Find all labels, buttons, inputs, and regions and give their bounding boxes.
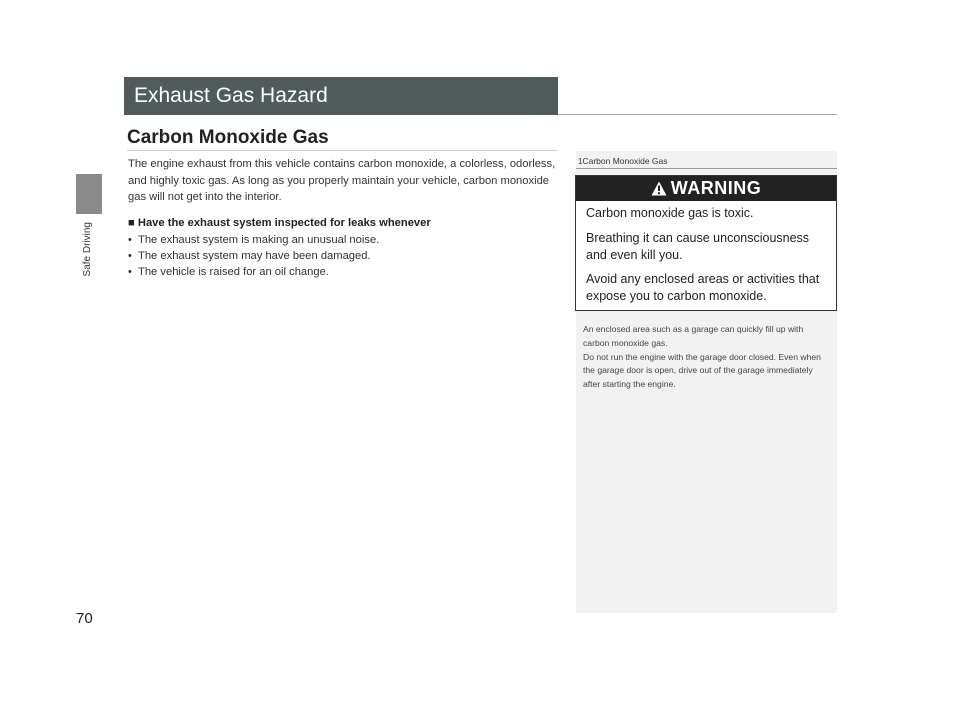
inspection-subheading: ■ Have the exhaust system inspected for leaks whenever	[128, 217, 431, 229]
warning-line: Breathing it can cause unconsciousness and even kill you.	[586, 231, 810, 262]
list-item: • The exhaust system may have been damaged.	[128, 248, 379, 264]
section-title: Carbon Monoxide Gas	[127, 127, 329, 148]
warning-line: Carbon monoxide gas is toxic.	[586, 206, 754, 220]
title-divider	[558, 114, 837, 115]
chapter-label: Safe Driving	[82, 222, 93, 277]
sidebar-title-text: Carbon Monoxide Gas	[582, 156, 668, 166]
warning-header	[576, 176, 836, 201]
sidebar-title	[578, 156, 668, 166]
section-divider	[127, 150, 558, 151]
sidebar-divider	[576, 168, 837, 169]
page-title: Exhaust Gas Hazard	[134, 84, 328, 107]
warning-triangle-icon	[651, 181, 667, 196]
sidebar-ref-number: 1	[578, 157, 583, 166]
sidebar-note	[583, 323, 828, 392]
chapter-tab	[76, 174, 102, 214]
warning-line: Avoid any enclosed areas or activities that expose you to carbon monoxide.	[586, 272, 820, 303]
intro-paragraph: The engine exhaust from this vehicle contains carbon monoxide, a colorless, odorless, and highly toxic gas. As long as you properly maintain your vehicle, carbon monoxide gas will not get into the interior.	[128, 158, 556, 203]
warning-box	[575, 175, 837, 311]
page-number: 70	[76, 610, 93, 627]
warning-label: WARNING	[670, 178, 762, 198]
list-item: • The vehicle is raised for an oil change.	[128, 264, 379, 280]
page-title-bar	[124, 77, 558, 115]
inspection-list	[128, 232, 379, 280]
sidebar-note-paragraph: An enclosed area such as a garage can quickly fill up with carbon monoxide gas.	[583, 324, 804, 348]
sidebar-note-paragraph: Do not run the engine with the garage door closed. Even when the garage door is open, drive out of the garage immediately after starting the engine.	[583, 351, 821, 390]
list-item: • The exhaust system is making an unusual noise.	[128, 232, 379, 248]
